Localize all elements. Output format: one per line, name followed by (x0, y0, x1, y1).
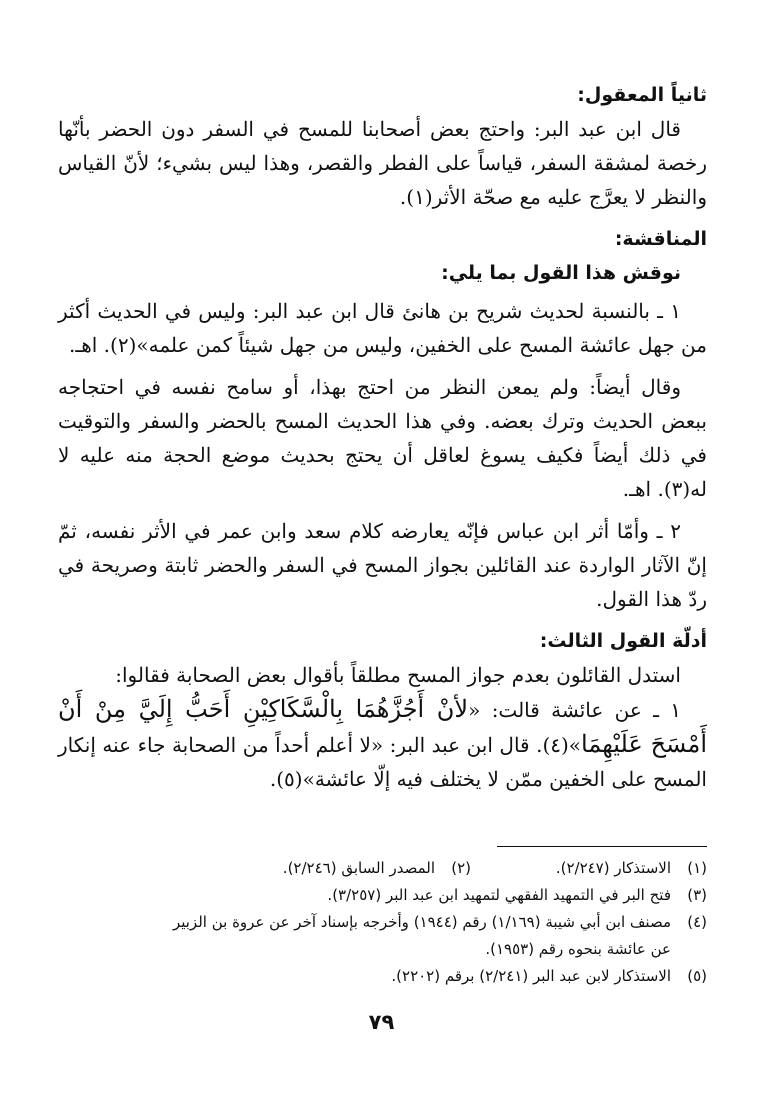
footnote-4-continuation (58, 936, 707, 963)
subheading-discussion-points: نوقش هذا القول بما يلي: (441, 262, 681, 284)
paragraph-also-said: وقال أيضاً: ولم يمعن النظر من احتج بهذا، أو سامح نفسه في احتجاجه ببعض الحديث وترك بعضه. وفي هذا الحديث المسح بالحضر والسفر والتوقيت في ذلك أيضاً فكيف يسوغ لعاقل أن يحتج بحديث موضع الحجة منه عليه لا له(٣). اهـ. (58, 375, 707, 501)
footnote-row-1-2 (58, 855, 707, 882)
aisha-quote: لأنْ أَجُزَّهُمَا بِالْسَّكَاكِيْنِ أَحَبُّ إِلَيَّ مِنْ أَنْ أَمْسَحَ عَلَيْهِمَا (58, 695, 707, 758)
narration-open-quote: « (468, 698, 481, 722)
footnote-number: (٤) (687, 913, 707, 931)
footnote-text: فتح البر في التمهيد الفقهي لتمهيد ابن عبد البر (٣/٢٥٧). (327, 886, 671, 904)
narration-lead: ١ ـ عن عائشة قالت: (480, 698, 681, 722)
footnote-5 (58, 963, 707, 990)
paragraph-point-2: ٢ ـ وأمّا أثر ابن عباس فإنّه يعارضه كلام سعد وابن عمر في الأثر نفسه، ثمّ إنّ الآثار الواردة عند القائلين بجواز المسح في السفر والحضر ثابتة وصريحة في ردّ هذا القول. (58, 519, 707, 611)
section-heading-rational-evidence: ثانياً المعقول: (577, 84, 707, 106)
page-number: ٧٩ (368, 1010, 395, 1034)
footnote-number: (١) (687, 859, 707, 877)
footnote-number: (٢) (451, 859, 471, 877)
footnote-text: مصنف ابن أبي شيبة (١/١٦٩) رقم (١٩٤٤) وأخرجه بإسناد آخر عن عروة بن الزبير (172, 913, 671, 931)
footnote-text: الاستذكار (٢/٢٤٧). (555, 859, 671, 877)
paragraph-aisha-narration (58, 692, 707, 796)
footnote-3 (58, 882, 707, 909)
footnote-separator (497, 846, 707, 847)
footnote-number: (٥) (687, 967, 707, 985)
paragraph-ibn-abd-al-barr-intro: قال ابن عبد البر: واحتج بعض أصحابنا للمسح في السفر دون الحضر بأنّها رخصة لمشقة السفر، قياساً على الفطر والقصر، وهذا ليس بشيء؛ لأنّ القياس والنظر لا يعرَّج عليه مع صحّة الأثر(١). (58, 117, 707, 209)
footnote-text: الاستذكار لابن عبد البر (٢/٢٤١) برقم (٢٢٠٢). (391, 967, 671, 985)
footnote-text: المصدر السابق (٢/٢٤٦). (282, 859, 435, 877)
narration-rest: »(٤). قال ابن عبد البر: «لا أعلم أحداً من الصحابة جاء عنه إنكار المسح على الخفين ممّن لا يختلف فيه إلّا عائشة»(٥). (58, 733, 707, 791)
section-heading-third-opinion: أدلّة القول الثالث: (539, 630, 707, 652)
paragraph-point-1: ١ ـ بالنسبة لحديث شريح بن هانئ قال ابن عبد البر: وليس في الحديث أكثر من جهل عائشة المسح على الخفين، وليس من جهل شيئاً كمن علمه»(٢). اهـ. (58, 299, 707, 357)
footnotes (58, 846, 707, 990)
section-heading-discussion: المناقشة: (614, 228, 707, 250)
footnote-1 (471, 855, 707, 882)
footnote-number: (٣) (687, 886, 707, 904)
paragraph-third-opinion-intro: استدل القائلون بعدم جواز المسح مطلقاً بأقوال بعض الصحابة فقالوا: (115, 663, 681, 687)
footnote-2 (235, 855, 471, 882)
footnote-text: عن عائشة بنحوه رقم (١٩٥٣). (485, 940, 671, 958)
footnote-4 (58, 909, 707, 936)
